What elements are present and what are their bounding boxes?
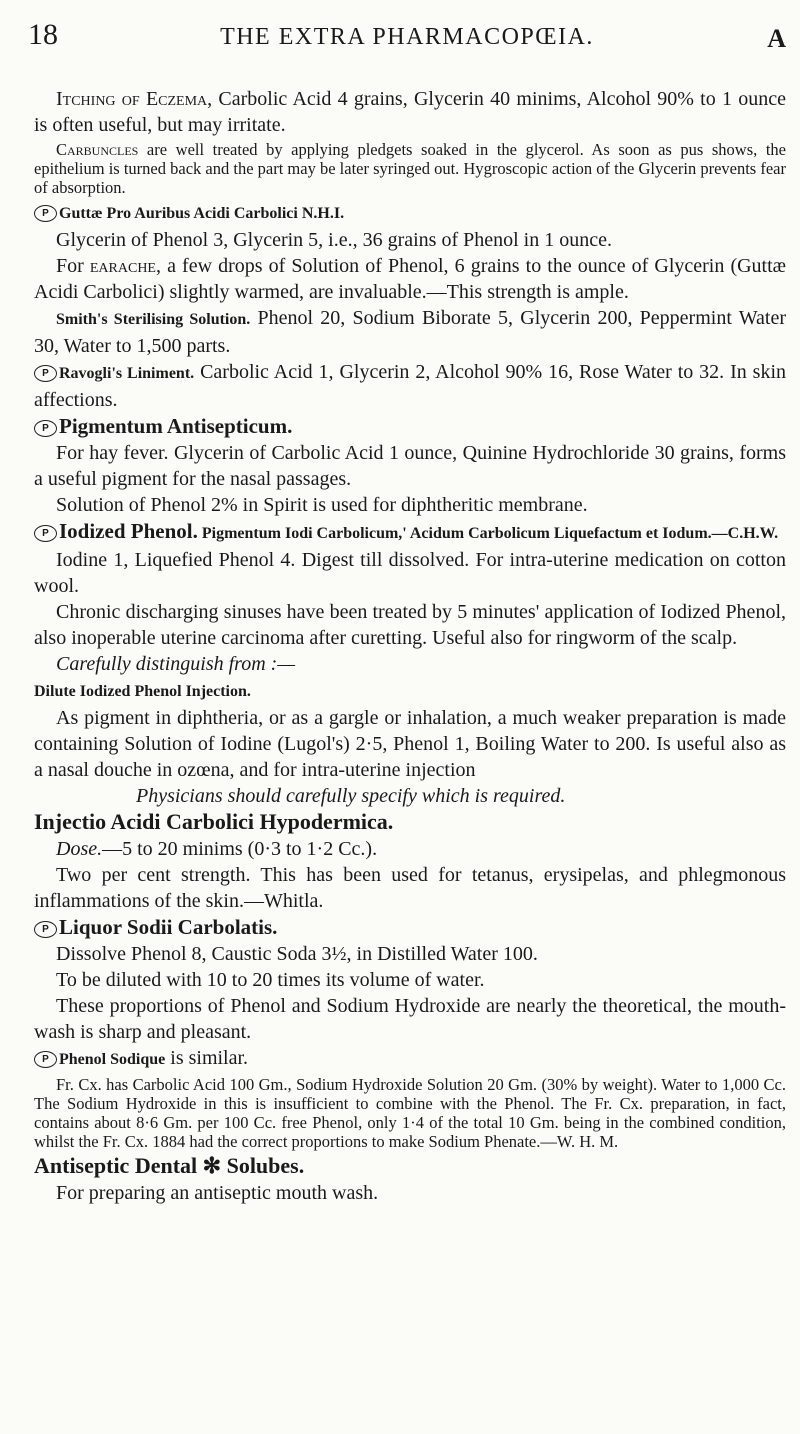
dose-label: Dose. <box>56 838 103 860</box>
injectio-heading: Injectio Acidi Carbolici Hypodermica. <box>34 809 394 834</box>
guttae-heading-line <box>34 199 786 227</box>
itching-text: Carbolic Acid 4 grains, Glycerin 40 minims, Alcohol 90% to 1 ounce is often useful, but may irritate. <box>34 88 786 136</box>
ravogli-heading: Ravogli's Liniment. <box>59 365 195 382</box>
dose-line <box>34 836 786 862</box>
earache-pre: For <box>56 255 90 277</box>
dilute-heading: Dilute Iodized Phenol Injection. <box>34 683 251 700</box>
phenol-sodique-heading: Phenol Sodique <box>59 1051 166 1068</box>
official-mark-icon: P <box>34 420 57 437</box>
dental-paragraph: For preparing an antiseptic mouth wash. <box>56 1182 379 1204</box>
liquor-heading-line <box>34 914 786 941</box>
iodized-heading-line <box>34 518 786 547</box>
pigment-diphtheria-paragraph: As pigment in diphtheria, or as a gargle or inhalation, a much weaker preparation is made containing Solution of Iodine (Lugol's) 2·5, Phenol 1, Boiling Water to 200. Is useful also as a nasal douche in ozœna, and for intra-uterine injection <box>34 707 786 781</box>
carbuncles-text: are well treated by applying pledgets soaked in the glycerol. As soon as pus shows, the epithelium is turned back and the part may be later syringed out. Hygroscopic action of the Glycerin prevents fear of absorption. <box>34 140 786 197</box>
guttae-heading: Guttæ Pro Auribus Acidi Carbolici N.H.I. <box>59 205 345 222</box>
guttae-paragraph: Glycerin of Phenol 3, Glycerin 5, i.e., 36 grains of Phenol in 1 ounce. <box>56 229 612 251</box>
physicians-line: Physicians should carefully specify which is required. <box>136 785 566 807</box>
iodized-subheading: Pigmentum Iodi Carbolicum,' Acidum Carbolicum Liquefactum et Iodum.—C.H.W. <box>197 525 779 542</box>
earache-lead: earache, <box>89 255 161 277</box>
official-mark-icon: P <box>34 205 57 222</box>
pigmentum-heading-line <box>34 413 786 440</box>
page-body <box>34 86 786 1206</box>
phenol-sodique-line <box>34 1045 786 1073</box>
twopercent-paragraph: Two per cent strength. This has been used for tetanus, erysipelas, and phlegmonous inflammations of the skin.—Whitla. <box>34 864 786 912</box>
earache-paragraph <box>34 253 786 305</box>
french-codex-paragraph: Fr. Cx. has Carbolic Acid 100 Gm., Sodium Hydroxide Solution 20 Gm. (30% by weight). Water to 1,000 Cc. The Sodium Hydroxide in this is insufficient to combine with the Phenol. The Fr. Cx. preparation, in fact, contains about 8·6 Gm. per 100 Cc. free Phenol, only 1·4 of the total 10 Gm. being in the combined condition, whilst the Fr. Cx. 1884 had the correct proportions to make Sodium Phenate.—W. H. M. <box>34 1075 786 1151</box>
running-title: THE EXTRA PHARMACOPŒIA. <box>220 24 594 50</box>
section-letter: A <box>767 24 786 53</box>
official-mark-icon: P <box>34 525 57 542</box>
earache-text: a few drops of Solution of Phenol, 6 grains to the ounce of Glycerin (Guttæ Acidi Carbolici) slightly warmed, are invaluable.—This strength is ample. <box>34 255 786 303</box>
page-number: 18 <box>28 18 58 51</box>
injectio-heading-line <box>34 809 786 836</box>
itching-paragraph <box>34 86 786 138</box>
solution-paragraph: Solution of Phenol 2% in Spirit is used for diphtheritic membrane. <box>56 494 588 516</box>
smith-heading: Smith's Sterilising Solution. <box>56 311 251 328</box>
carbuncles-lead: Carbuncles <box>56 140 139 159</box>
chronic-paragraph: Chronic discharging sinuses have been treated by 5 minutes' application of Iodized Phenol, also inoperable uterine carcinoma after curetting. Useful also for ringworm of the scalp. <box>34 601 786 649</box>
official-mark-icon: P <box>34 365 57 382</box>
dose-text: —5 to 20 minims (0·3 to 1·2 Cc.). <box>102 838 378 860</box>
smith-text: Phenol 20, Sodium Biborate 5, Glycerin 200, Peppermint Water 30, Water to 1,500 parts. <box>34 307 786 357</box>
ravogli-paragraph <box>34 359 786 413</box>
carefully-line: Carefully distinguish from :— <box>56 653 296 675</box>
pigmentum-paragraph: For hay fever. Glycerin of Carbolic Acid 1 ounce, Quinine Hydrochloride 30 grains, forms a useful pigment for the nasal passages. <box>34 442 786 490</box>
dissolve-line: Dissolve Phenol 8, Caustic Soda 3½, in Distilled Water 100. <box>56 943 538 965</box>
iodized-heading: Iodized Phenol. <box>59 519 198 543</box>
dilute-heading-line <box>34 677 786 705</box>
phenol-sodique-text: is similar. <box>165 1047 249 1069</box>
iodine-paragraph: Iodine 1, Liquefied Phenol 4. Digest till dissolved. For intra-uterine medication on cotton wool. <box>34 549 786 597</box>
dental-heading: Antiseptic Dental ✻ Solubes. <box>34 1153 305 1178</box>
smith-paragraph <box>34 305 786 359</box>
proportions-paragraph: These proportions of Phenol and Sodium Hydroxide are nearly the theoretical, the mouth-wash is sharp and pleasant. <box>34 995 786 1043</box>
ravogli-text: Carbolic Acid 1, Glycerin 2, Alcohol 90% 16, Rose Water to 32. In skin affections. <box>34 361 787 411</box>
liquor-heading: Liquor Sodii Carbolatis. <box>59 915 278 939</box>
diluted-line: To be diluted with 10 to 20 times its volume of water. <box>56 969 485 991</box>
official-mark-icon: P <box>34 1051 57 1068</box>
page-header <box>28 18 786 58</box>
carbuncles-paragraph <box>34 140 786 197</box>
itching-lead: Itching of Eczema, <box>56 88 213 110</box>
pigmentum-heading: Pigmentum Antisepticum. <box>59 414 293 438</box>
dental-heading-line <box>34 1153 786 1180</box>
official-mark-icon: P <box>34 921 57 938</box>
